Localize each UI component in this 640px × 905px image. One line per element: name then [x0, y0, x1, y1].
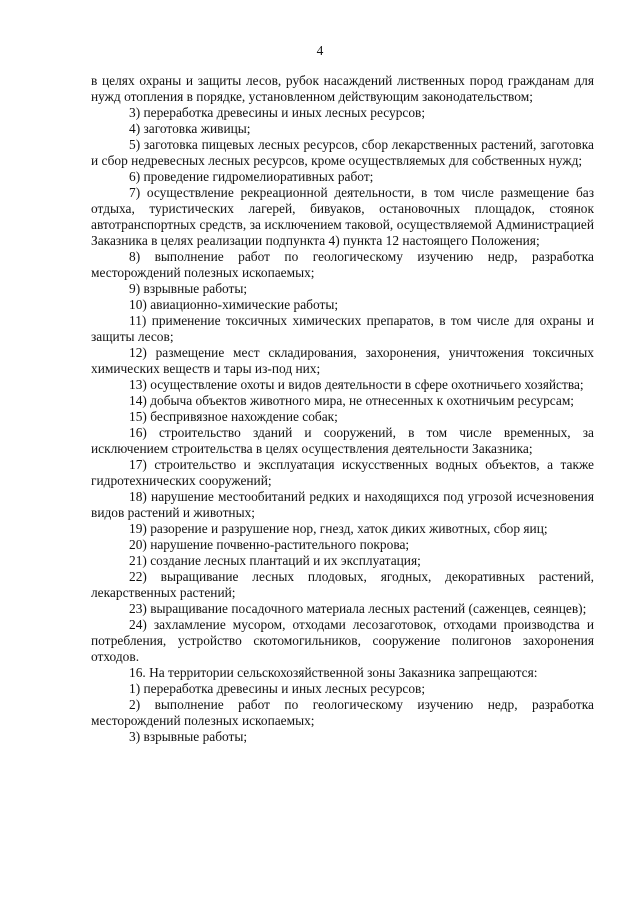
- paragraph: 2) выполнение работ по геологическому изучению недр, разработка месторождений полезных ископаемых;: [91, 697, 594, 728]
- paragraph: 10) авиационно-химические работы;: [129, 297, 339, 312]
- paragraph: 21) создание лесных плантаций и их эксплуатация;: [129, 553, 421, 568]
- paragraph: 13) осуществление охоты и видов деятельности в сфере охотничьего хозяйства;: [129, 377, 584, 392]
- paragraph: 16) строительство зданий и сооружений, в том числе временных, за исключением строительства в целях осуществления деятельности Заказника;: [91, 425, 594, 456]
- paragraph: 8) выполнение работ по геологическому изучению недр, разработка месторождений полезных ископаемых;: [91, 249, 594, 280]
- paragraph: 6) проведение гидромелиоративных работ;: [129, 169, 374, 184]
- paragraph: 19) разорение и разрушение нор, гнезд, хаток диких животных, сбор яиц;: [129, 521, 548, 536]
- paragraph: 9) взрывные работы;: [129, 281, 248, 296]
- paragraph: 14) добыча объектов животного мира, не отнесенных к охотничьим ресурсам;: [129, 393, 575, 408]
- paragraph: 12) размещение мест складирования, захоронения, уничтожения токсичных химических веществ и тары из-под них;: [91, 345, 594, 376]
- paragraph: в целях охраны и защиты лесов, рубок насаждений лиственных пород гражданам для нужд отопления в порядке, установленном действующим законодательством;: [91, 73, 594, 104]
- paragraph: 16. На территории сельскохозяйственной зоны Заказника запрещаются:: [129, 665, 538, 680]
- paragraph: 23) выращивание посадочного материала лесных растений (саженцев, сеянцев);: [129, 601, 587, 616]
- paragraph: 1) переработка древесины и иных лесных ресурсов;: [129, 681, 426, 696]
- paragraph: 15) беспривязное нахождение собак;: [129, 409, 338, 424]
- paragraph: 20) нарушение почвенно-растительного покрова;: [129, 537, 410, 552]
- paragraph: 3) взрывные работы;: [129, 729, 248, 744]
- paragraph: 18) нарушение местообитаний редких и находящихся под угрозой исчезновения видов растений и животных;: [91, 489, 594, 520]
- paragraph: 7) осуществление рекреационной деятельности, в том числе размещение баз отдыха, туристических лагерей, бивуаков, остановочных площадок, стоянок автотранспортных средств, за исключением таковой, осуществляемой Администрацией Заказника в целях реализации подпункта 4) пункта 12 настоящего Положения;: [91, 185, 594, 248]
- paragraph: 11) применение токсичных химических препаратов, в том числе для охраны и защиты лесов;: [91, 313, 594, 344]
- page-number: 4: [316, 43, 324, 58]
- paragraph: 24) захламление мусором, отходами лесозаготовок, отходами производства и потребления, устройство скотомогильников, сооружение полигонов захоронения отходов.: [91, 617, 594, 664]
- document-body: [91, 73, 594, 745]
- paragraph: 17) строительство и эксплуатация искусственных водных объектов, а также гидротехнических сооружений;: [91, 457, 594, 488]
- paragraph: 22) выращивание лесных плодовых, ягодных, декоративных растений, лекарственных растений;: [91, 569, 594, 600]
- paragraph: 5) заготовка пищевых лесных ресурсов, сбор лекарственных растений, заготовка и сбор недревесных лесных ресурсов, кроме осуществляемых для собственных нужд;: [91, 137, 594, 168]
- paragraph: 3) переработка древесины и иных лесных ресурсов;: [129, 105, 426, 120]
- paragraph: 4) заготовка живицы;: [129, 121, 251, 136]
